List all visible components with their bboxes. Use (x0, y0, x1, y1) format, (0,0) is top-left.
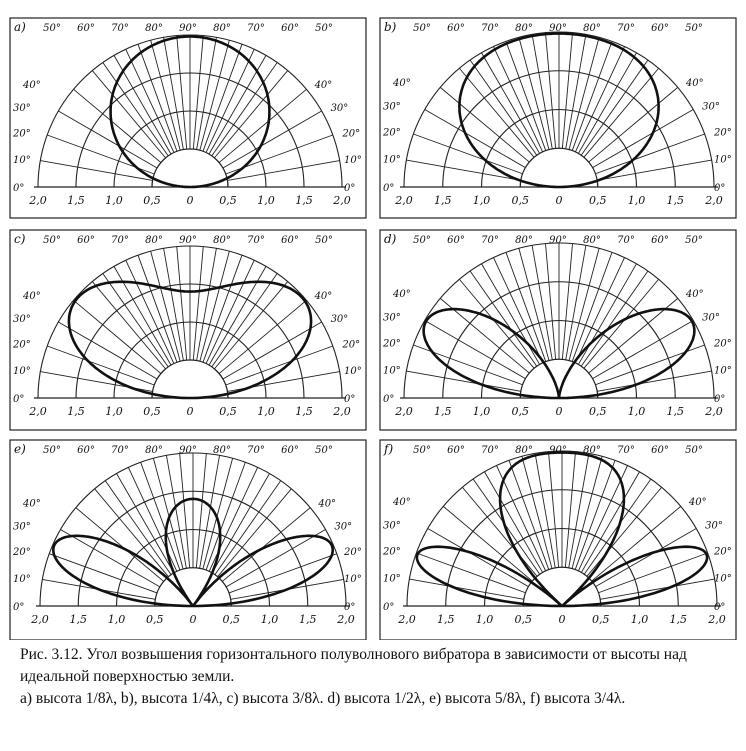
angle-label: 50° (685, 445, 703, 456)
angle-spoke (565, 452, 575, 568)
angle-label: 40° (685, 289, 704, 301)
distance-label: 1,5 (67, 405, 85, 418)
distance-label: 2,0 (333, 405, 351, 418)
angle-spoke (545, 33, 555, 149)
angle-label: 10° (344, 155, 362, 167)
angle-spoke (227, 161, 339, 181)
angle-spoke (597, 371, 711, 391)
panel-frame (380, 440, 736, 640)
angle-label: 60° (281, 445, 299, 456)
distance-label: 2,0 (708, 613, 726, 626)
distance-label: 0 (189, 613, 197, 626)
angle-label: 90° (179, 235, 197, 246)
panel-frame (10, 230, 366, 430)
panel-a (10, 18, 366, 218)
angle-spoke (197, 37, 217, 149)
angle-label: 20° (714, 127, 732, 139)
angle-label: 80° (213, 445, 231, 456)
angle-spoke (575, 460, 615, 569)
angle-spoke (141, 462, 180, 570)
angle-label: 70° (111, 445, 129, 456)
angle-label: 10° (383, 365, 401, 377)
angle-spoke (200, 455, 220, 568)
angle-spoke (203, 255, 242, 362)
angle-label: 40° (393, 497, 411, 509)
distance-label: 1,5 (434, 194, 452, 207)
distance-label: 0,5 (143, 194, 161, 207)
angle-label: 20° (342, 128, 361, 140)
angle-label: 30° (330, 314, 349, 325)
angle-label: 0° (383, 183, 395, 194)
distance-label: 1,5 (666, 405, 684, 418)
distance-label: 2,0 (398, 613, 416, 626)
distance-label: 1,0 (627, 405, 646, 418)
distance-label: 0,5 (592, 613, 610, 626)
angle-spoke (482, 53, 540, 154)
angle-label: 50° (43, 235, 61, 246)
angle-label: 10° (13, 366, 31, 378)
angle-label: 60° (651, 445, 669, 456)
angle-spoke (177, 36, 187, 150)
angle-spoke (572, 252, 612, 361)
panel-frame (380, 230, 736, 430)
distance-label: 1,0 (257, 194, 275, 207)
angle-label: 60° (447, 23, 465, 34)
distance-label: 1,5 (666, 194, 684, 207)
angle-label: 70° (247, 23, 265, 34)
panel-label: a) (14, 20, 26, 34)
angle-label: 90° (549, 235, 567, 246)
distance-label: 1,0 (105, 194, 123, 207)
angle-label: 80° (145, 445, 163, 456)
distance-label: 1,0 (260, 613, 279, 626)
panel-d (380, 230, 736, 430)
angle-label: 30° (330, 103, 349, 114)
panel-label: b) (384, 20, 397, 34)
angle-label: 20° (13, 339, 31, 351)
panel-frame (10, 440, 366, 640)
angle-spoke (506, 41, 546, 150)
angle-label: 20° (383, 546, 401, 558)
angle-label: 40° (23, 80, 41, 92)
angle-spoke (177, 247, 187, 361)
angle-spoke (597, 160, 711, 180)
angle-label: 40° (685, 78, 704, 90)
angle-label: 0° (714, 183, 726, 194)
angle-label: 30° (705, 520, 723, 532)
distance-label: 1,5 (295, 194, 313, 207)
angle-label: 50° (413, 445, 431, 456)
angle-label: 40° (688, 497, 707, 509)
distance-label: 0,5 (219, 194, 237, 207)
distance-label: 1,5 (69, 613, 87, 626)
panel-label: f) (384, 442, 394, 456)
angle-spoke (572, 41, 612, 150)
angle-label: 10° (344, 366, 362, 378)
angle-spoke (138, 255, 177, 362)
angle-spoke (569, 453, 589, 567)
distance-label: 1,0 (627, 194, 646, 207)
angle-label: 0° (344, 183, 356, 194)
angle-label: 10° (13, 155, 31, 167)
panel-b (380, 18, 736, 218)
angle-label: 90° (179, 23, 197, 34)
angle-label: 60° (447, 235, 465, 246)
angle-label: 30° (13, 521, 31, 533)
angle-label: 50° (315, 445, 333, 456)
distance-label: 0,5 (589, 405, 607, 418)
distance-label: 1,5 (295, 405, 313, 418)
angle-spoke (600, 579, 714, 599)
angle-spoke (117, 473, 174, 572)
angle-label: 70° (247, 445, 265, 456)
angle-label: 50° (413, 23, 431, 34)
angle-label: 90° (549, 445, 567, 456)
angle-label: 90° (179, 445, 197, 456)
angle-label: 0° (344, 602, 356, 613)
angle-spoke (506, 252, 546, 361)
angle-label: 20° (714, 546, 732, 558)
angle-label: 0° (383, 602, 395, 613)
distance-label: 0,5 (511, 194, 529, 207)
panel-e (10, 440, 366, 640)
angle-label: 0° (13, 394, 25, 405)
angle-label: 60° (77, 445, 95, 456)
angle-label: 20° (342, 339, 361, 351)
distance-label: 0 (555, 194, 563, 207)
angle-label: 80° (583, 235, 601, 246)
angle-spoke (406, 160, 520, 180)
angle-label: 0° (344, 394, 356, 405)
angle-label: 80° (583, 23, 601, 34)
angle-label: 0° (383, 394, 395, 405)
angle-label: 60° (651, 235, 669, 246)
angle-spoke (193, 247, 203, 361)
panel-label: d) (384, 232, 397, 246)
angle-spoke (548, 452, 558, 568)
angle-label: 70° (111, 235, 129, 246)
angle-label: 30° (383, 312, 401, 324)
angle-label: 60° (281, 23, 299, 34)
angle-label: 70° (617, 235, 635, 246)
angle-spoke (532, 245, 552, 359)
distance-label: 1,5 (67, 194, 85, 207)
angle-label: 80° (583, 445, 601, 456)
angle-spoke (566, 34, 586, 148)
panel-c (10, 230, 366, 430)
angle-spoke (196, 454, 206, 568)
angle-label: 80° (213, 235, 231, 246)
angle-label: 20° (344, 546, 362, 558)
angle-label: 30° (383, 101, 401, 113)
distance-label: 0 (186, 194, 194, 207)
angle-label: 60° (651, 23, 669, 34)
angle-label: 60° (281, 235, 299, 246)
angle-label: 30° (383, 520, 401, 532)
angle-label: 60° (77, 235, 95, 246)
caption-title: Рис. 3.12. Угол возвышения горизонтального полуволнового вибратора в зависимости от высоты над идеальной поверхностью земли. (20, 646, 687, 685)
angle-label: 70° (481, 23, 499, 34)
angle-label: 70° (247, 235, 265, 246)
angle-label: 0° (714, 394, 726, 405)
angle-label: 10° (383, 154, 401, 166)
angle-spoke (47, 346, 154, 385)
angle-label: 50° (43, 23, 61, 34)
distance-label: 0 (558, 613, 566, 626)
angle-label: 80° (145, 235, 163, 246)
angle-spoke (598, 553, 707, 593)
distance-label: 0,5 (143, 405, 161, 418)
angle-spoke (180, 454, 190, 568)
angle-label: 40° (393, 78, 411, 90)
angle-label: 50° (685, 23, 703, 34)
angle-spoke (416, 553, 525, 593)
angle-label: 60° (447, 445, 465, 456)
distance-label: 1,5 (434, 405, 452, 418)
panel-f (380, 440, 736, 640)
angle-spoke (406, 371, 520, 391)
angle-label: 0° (13, 183, 25, 194)
angle-label: 70° (111, 23, 129, 34)
distance-label: 1,0 (475, 613, 494, 626)
angle-label: 10° (714, 154, 732, 166)
distance-label: 1,0 (105, 405, 123, 418)
angle-label: 70° (481, 445, 499, 456)
angle-label: 0° (714, 602, 726, 613)
angle-label: 50° (315, 23, 333, 34)
angle-spoke (197, 248, 217, 360)
angle-spoke (40, 161, 152, 181)
angle-spoke (203, 44, 242, 151)
distance-label: 0,5 (219, 405, 237, 418)
angle-label: 40° (314, 80, 333, 92)
angle-label: 20° (13, 128, 31, 140)
distance-label: 0,5 (511, 405, 529, 418)
distance-label: 1,0 (472, 405, 491, 418)
angle-spoke (562, 33, 572, 149)
angle-spoke (535, 453, 555, 567)
distance-label: 2,0 (29, 405, 47, 418)
angle-spoke (212, 473, 269, 572)
angle-label: 30° (702, 101, 720, 113)
distance-label: 1,0 (472, 194, 491, 207)
angle-spoke (509, 460, 549, 569)
distance-label: 2,0 (337, 613, 355, 626)
angle-label: 10° (383, 573, 401, 585)
angle-label: 80° (515, 23, 533, 34)
angle-label: 90° (549, 23, 567, 34)
angle-label: 80° (515, 235, 533, 246)
distance-label: 1,0 (107, 613, 126, 626)
distance-label: 2,0 (395, 405, 413, 418)
distance-label: 0,5 (222, 613, 240, 626)
angle-label: 80° (213, 23, 231, 34)
angle-spoke (206, 462, 245, 570)
angle-spoke (578, 53, 636, 154)
angle-label: 20° (383, 127, 401, 139)
distance-label: 2,0 (333, 194, 351, 207)
angle-label: 20° (13, 546, 31, 558)
angle-label: 50° (315, 235, 333, 246)
angle-label: 40° (318, 498, 337, 510)
angle-label: 10° (714, 365, 732, 377)
angle-label: 70° (617, 445, 635, 456)
angle-label: 10° (344, 574, 362, 586)
angle-label: 30° (334, 521, 353, 533)
distance-label: 2,0 (705, 405, 723, 418)
angle-label: 30° (702, 312, 720, 324)
angle-spoke (545, 244, 555, 360)
distance-label: 0,5 (589, 194, 607, 207)
distance-label: 1,0 (257, 405, 275, 418)
angle-spoke (193, 36, 203, 150)
angle-label: 20° (383, 338, 401, 350)
angle-spoke (138, 44, 177, 151)
angle-spoke (485, 472, 543, 573)
angle-label: 70° (617, 23, 635, 34)
distance-label: 0 (555, 405, 563, 418)
angle-spoke (166, 455, 186, 568)
angle-spoke (562, 244, 572, 360)
angle-label: 30° (13, 103, 31, 114)
distance-label: 2,0 (395, 194, 413, 207)
angle-spoke (532, 34, 552, 148)
panel-label: c) (14, 232, 26, 246)
distance-label: 2,0 (31, 613, 49, 626)
distance-label: 1,5 (437, 613, 455, 626)
angle-label: 40° (314, 291, 333, 303)
distance-label: 2,0 (705, 194, 723, 207)
angle-spoke (226, 346, 333, 385)
angle-label: 40° (393, 289, 411, 301)
angle-label: 40° (23, 498, 41, 510)
distance-label: 0,5 (146, 613, 164, 626)
distance-label: 1,5 (669, 613, 687, 626)
angle-label: 50° (413, 235, 431, 246)
angle-label: 10° (13, 574, 31, 586)
angle-spoke (482, 264, 540, 365)
distance-label: 0,5 (514, 613, 532, 626)
distance-label: 0 (186, 405, 194, 418)
angle-label: 30° (13, 314, 31, 325)
angle-label: 70° (481, 235, 499, 246)
caption-legend: a) высота 1/8λ, b), высота 1/4λ, c) высота 3/8λ. d) высота 1/2λ, e) высота 5/8λ, f) высота 3/4λ. (20, 690, 626, 707)
figure-caption (20, 644, 736, 710)
angle-label: 50° (43, 445, 61, 456)
angle-spoke (566, 245, 586, 359)
angle-label: 10° (714, 573, 732, 585)
distance-label: 1,5 (299, 613, 317, 626)
angle-label: 50° (685, 235, 703, 246)
angle-label: 80° (145, 23, 163, 34)
angle-label: 80° (515, 445, 533, 456)
angle-spoke (409, 579, 523, 599)
angle-spoke (578, 264, 636, 365)
angle-label: 20° (714, 338, 732, 350)
distance-label: 1,0 (630, 613, 649, 626)
angle-label: 0° (13, 602, 25, 613)
angle-spoke (164, 248, 184, 360)
distance-label: 2,0 (29, 194, 47, 207)
angle-label: 40° (23, 291, 41, 303)
angle-spoke (581, 472, 639, 573)
angle-label: 60° (77, 23, 95, 34)
panel-label: e) (14, 442, 26, 456)
angle-spoke (164, 37, 184, 149)
